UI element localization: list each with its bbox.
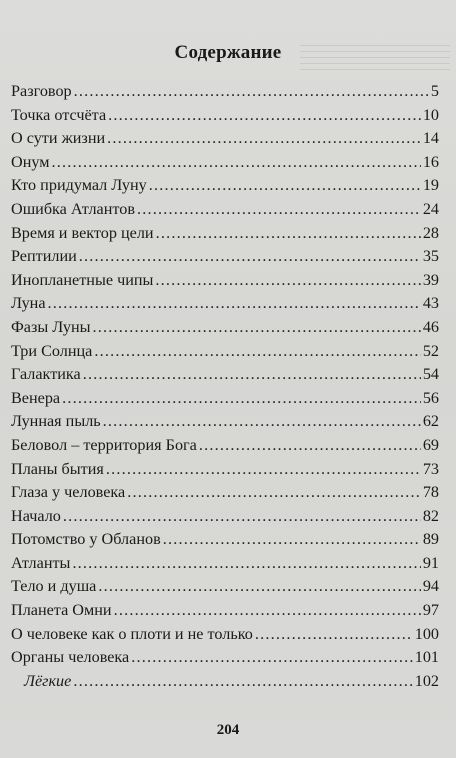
toc-entry-title: Точка отсчёта — [11, 105, 107, 124]
toc-entry-page: 69 — [422, 435, 439, 454]
dot-leader — [127, 481, 421, 505]
toc-entry — [11, 151, 439, 175]
dot-leader — [93, 316, 421, 340]
toc-entry-title: Инопланетные чипы — [11, 270, 154, 289]
toc-entry — [11, 505, 439, 529]
toc-entry — [11, 198, 439, 222]
toc-entry — [11, 528, 439, 552]
toc-entry-title: О человеке как о плоти и не только — [11, 624, 253, 643]
toc-entry — [11, 340, 439, 364]
toc-entry-title: Венера — [11, 388, 61, 407]
toc-entry-title: Луна — [11, 294, 46, 313]
dot-leader — [94, 340, 420, 364]
toc-entry-title: Потомство у Обланов — [11, 530, 161, 549]
toc-entry-title: Рептилии — [11, 247, 77, 266]
toc-entry-page: 94 — [422, 577, 439, 596]
toc-entry — [11, 127, 439, 151]
toc-entry-title: Ошибка Атлантов — [11, 199, 135, 218]
dot-leader — [83, 363, 421, 387]
toc-entry-page: 56 — [422, 388, 439, 407]
dot-leader — [73, 670, 412, 694]
toc-entry — [11, 646, 439, 670]
dot-leader — [156, 222, 421, 246]
toc-entry-title: Беловол – территория Бога — [11, 435, 197, 454]
toc-entry — [11, 292, 439, 316]
toc-entry-title: Тело и душа — [11, 577, 97, 596]
dot-leader — [114, 599, 421, 623]
toc-entry — [11, 552, 439, 576]
dot-leader — [149, 174, 421, 198]
dot-leader — [63, 505, 421, 529]
dot-leader — [131, 646, 412, 670]
toc-entry-page: 28 — [422, 223, 439, 242]
toc-entry — [11, 80, 439, 104]
toc-entry — [11, 316, 439, 340]
toc-entry — [11, 599, 439, 623]
toc-entry — [11, 575, 439, 599]
dot-leader — [155, 269, 420, 293]
dot-leader — [163, 528, 421, 552]
toc-entry-title: Лёгкие — [24, 671, 72, 690]
toc-entry-title: Онум — [11, 152, 50, 171]
dot-leader — [106, 458, 421, 482]
toc-entry — [11, 104, 439, 128]
toc-entry-page: 100 — [414, 624, 439, 643]
toc-entry-title: Галактика — [11, 365, 81, 384]
dot-leader — [72, 552, 420, 576]
toc-entry-page: 16 — [422, 152, 439, 171]
toc-entry-page: 62 — [422, 412, 439, 431]
toc-entry-title: Атланты — [11, 553, 71, 572]
dot-leader — [107, 127, 421, 151]
toc-entry-page: 5 — [430, 82, 439, 100]
dot-leader — [51, 151, 420, 175]
toc-entry — [11, 670, 439, 694]
toc-entry-page: 73 — [422, 459, 439, 478]
dot-leader — [62, 387, 421, 411]
page-title: Содержание — [174, 42, 282, 63]
toc-entry-title: Органы человека — [11, 648, 130, 667]
toc-entry-title: О сути жизни — [11, 129, 106, 148]
toc-entry-page: 19 — [422, 176, 439, 195]
toc-entry — [11, 363, 439, 387]
page-number: 204 — [216, 722, 240, 738]
toc-entry-page: 14 — [422, 129, 439, 148]
toc-entry-page: 43 — [422, 294, 439, 313]
toc-entry — [11, 458, 439, 482]
table-of-contents — [11, 80, 439, 693]
toc-entry-page: 10 — [422, 105, 439, 124]
toc-entry — [11, 245, 439, 269]
toc-entry-page: 78 — [422, 483, 439, 502]
toc-entry — [11, 269, 439, 293]
toc-entry — [11, 174, 439, 198]
toc-entry-title: Кто придумал Луну — [11, 176, 147, 195]
toc-entry-title: Время и вектор цели — [11, 223, 154, 242]
toc-entry — [11, 481, 439, 505]
toc-entry-title: Планы бытия — [11, 459, 104, 478]
dot-leader — [255, 623, 413, 647]
toc-entry — [11, 410, 439, 434]
toc-entry-page: 91 — [422, 553, 439, 572]
toc-entry-page: 89 — [422, 530, 439, 549]
toc-entry-page: 97 — [422, 601, 439, 620]
toc-entry-page: 102 — [414, 671, 439, 690]
toc-entry — [11, 387, 439, 411]
dot-leader — [98, 575, 420, 599]
dot-leader — [74, 80, 429, 104]
toc-entry-title: Три Солнца — [11, 341, 93, 360]
dot-leader — [108, 104, 421, 128]
dot-leader — [137, 198, 421, 222]
dot-leader — [103, 410, 421, 434]
toc-entry-title: Лунная пыль — [11, 412, 101, 431]
toc-entry-page: 52 — [422, 341, 439, 360]
dot-leader — [48, 292, 421, 316]
toc-entry-title: Фазы Луны — [11, 317, 91, 336]
toc-entry — [11, 434, 439, 458]
toc-entry-page: 82 — [422, 506, 439, 525]
toc-entry-page: 101 — [414, 648, 439, 667]
dot-leader — [79, 245, 421, 269]
toc-entry-page: 39 — [422, 270, 439, 289]
toc-entry — [11, 222, 439, 246]
toc-entry-page: 54 — [422, 365, 439, 384]
toc-entry-title: Начало — [11, 506, 61, 525]
toc-entry-title: Глаза у человека — [11, 483, 126, 502]
toc-entry-page: 35 — [422, 247, 439, 266]
dot-leader — [199, 434, 421, 458]
toc-entry-title: Разговор — [11, 82, 72, 100]
toc-entry — [11, 623, 439, 647]
toc-entry-title: Планета Омни — [11, 601, 112, 620]
toc-entry-page: 46 — [422, 317, 439, 336]
toc-entry-page: 24 — [422, 199, 439, 218]
